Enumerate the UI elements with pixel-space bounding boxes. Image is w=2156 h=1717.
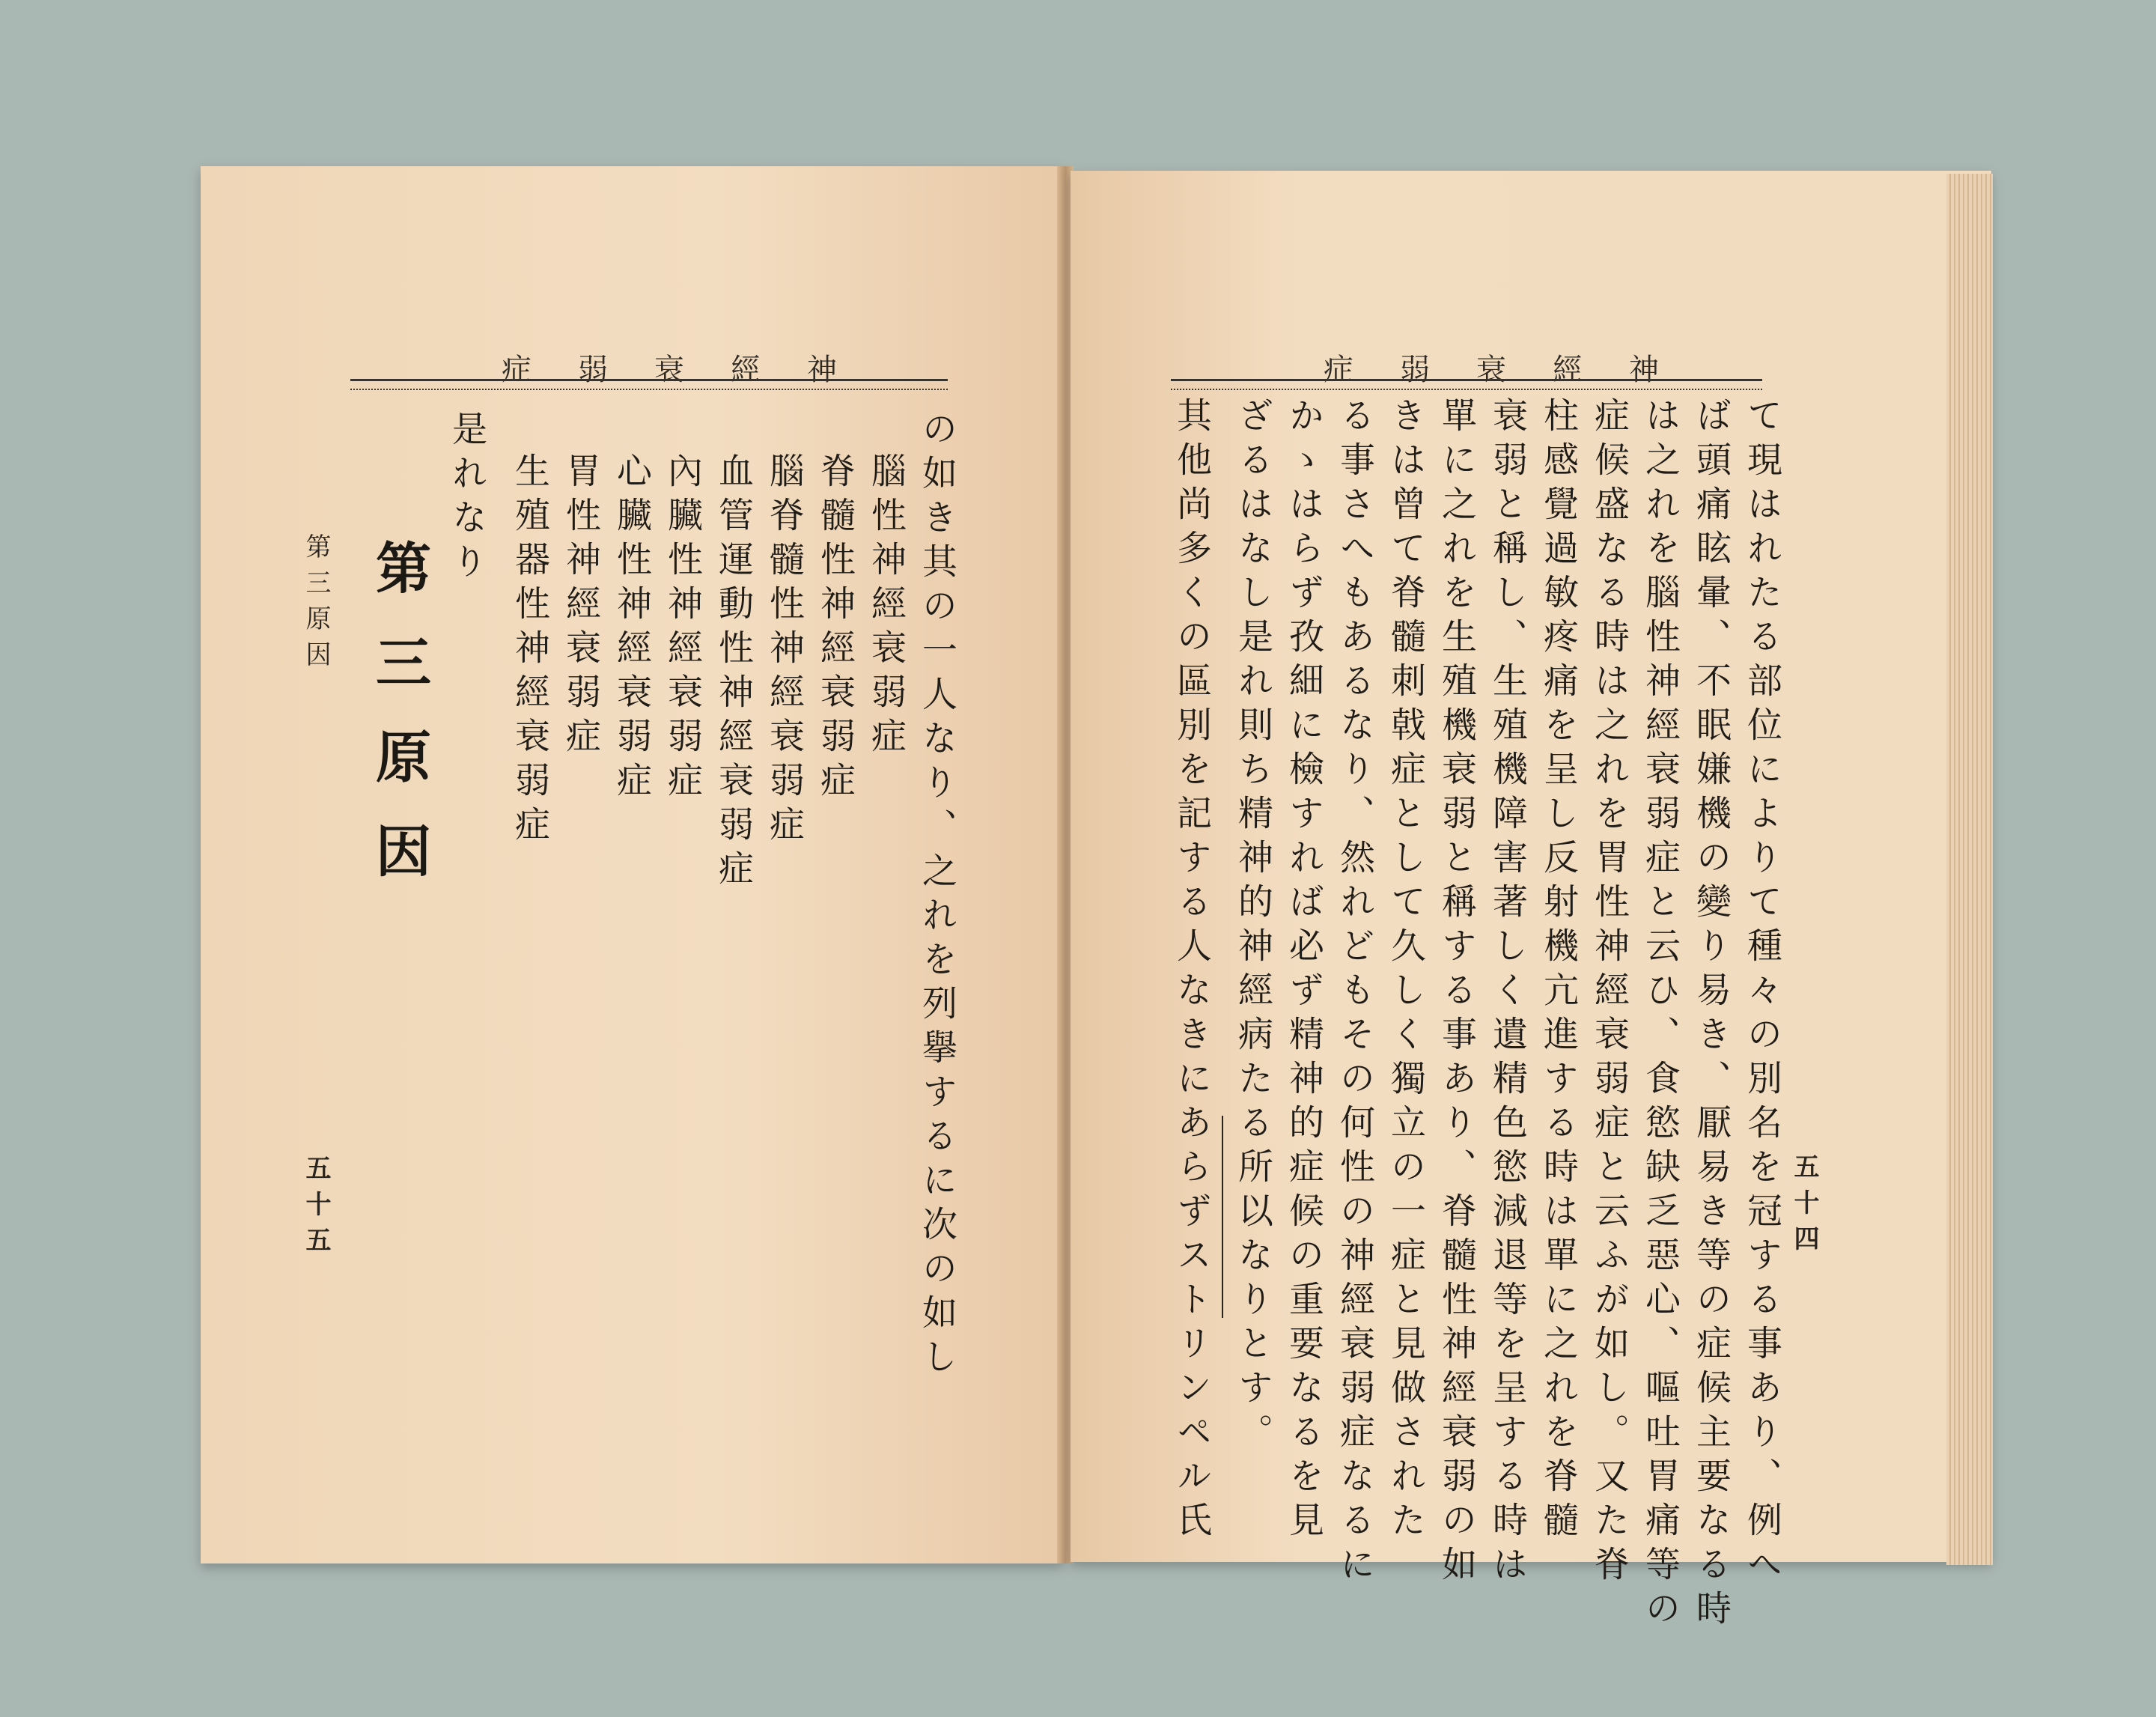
left-text-column-8: 胃性神經衰弱症 [560,452,601,762]
left-text-column-10: 是れなり [446,410,487,587]
left-running-header: 症弱衰經神 [502,353,883,387]
left-page-number: 五十五 [301,1155,331,1262]
right-text-column-10: かゝはらず孜細に檢すれば必ず精神的症候の重要なるを見 [1283,397,1324,1546]
right-text-column-12: 其他尚多くの區別を記する人なきにあらずストリンペル氏 [1171,397,1212,1546]
left-text-column-2: 腦性神經衰弱症 [865,452,907,762]
left-text-column-6: 內臟性神經衰弱症 [662,452,703,806]
right-text-column-2: ば頭痛眩暈、不眠嫌機の變り易き、厭易き等の症候主要なる時 [1690,397,1732,1634]
right-text-column-6: 衰弱と稱し、生殖機障害著しく遺精色慾減退等を呈する時は [1487,397,1528,1590]
section-title: 第三原因 [367,539,431,917]
right-page-number: 五十四 [1789,1153,1819,1261]
left-text-column-3: 脊髓性神經衰弱症 [814,452,856,806]
left-running-footer: 第三原因 [301,533,331,677]
right-text-column-7: 單に之れを生殖機衰弱と稱する事あり、脊髓性神經衰弱の如 [1436,397,1477,1590]
left-text-column-1: の如き其の一人なり、之れを列擧するに次の如し [916,410,957,1382]
left-header-rule [350,379,948,390]
margin-rule [1222,1116,1223,1318]
right-text-column-1: て現はれたる部位によりて種々の別名を冠する事あり、例へ [1741,397,1782,1590]
left-text-column-5: 血管運動性神經衰弱症 [713,452,754,894]
left-text-column-9: 生殖器性神經衰弱症 [509,452,550,850]
right-text-column-3: は之れを腦性神經衰弱症と云ひ、食慾缺乏惡心、嘔吐胃痛等の [1639,397,1681,1634]
right-running-header: 症弱衰經神 [1324,353,1705,387]
left-text-column-7: 心臟性神經衰弱症 [611,452,652,806]
right-text-column-4: 症候盛なる時は之れを胃性神經衰弱症と云ふが如し。又た脊 [1589,397,1630,1590]
right-header-rule [1171,379,1762,390]
right-text-column-9: る事さへもあるなり、然れどもその何性の神經衰弱症なるに [1334,397,1375,1590]
page-edges [1946,174,1993,1565]
right-text-column-8: きは曾て脊髓刺戟症として久しく獨立の一症と見做された [1385,397,1426,1546]
right-text-column-5: 柱感覺過敏疼痛を呈し反射機亢進する時は單に之れを脊髓 [1538,397,1579,1546]
left-text-column-4: 腦脊髓性神經衰弱症 [764,452,805,850]
right-text-column-11: ざるはなし是れ則ち精神的神經病たる所以なりとす。 [1232,397,1273,1457]
